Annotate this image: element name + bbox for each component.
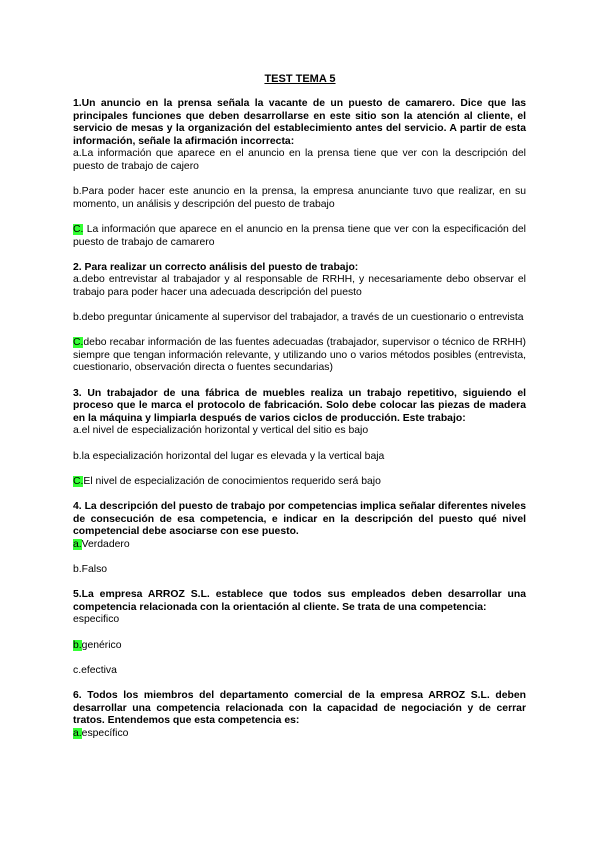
question-text: 6. Todos los miembros del departamento comercial de la empresa ARROZ S.L. deben desarrollar una competencia relacionada con la capacidad de negociación y de cerrar tratos. Entendemos que esta competencia es: [73, 689, 526, 727]
option-letter: a. [73, 148, 82, 160]
option-text: debo preguntar únicamente al supervisor del trabajador, a través de un cuestionario o entrevista [81, 312, 524, 324]
question-3 [73, 388, 526, 501]
correct-answer-highlight: a. [73, 538, 82, 550]
question-1 [73, 98, 526, 262]
option-c-correct [73, 224, 526, 249]
question-2 [73, 262, 526, 388]
option-text: específico [81, 727, 129, 739]
correct-answer-highlight: C. [73, 475, 84, 487]
question-5 [73, 589, 526, 690]
option-text: efectiva [81, 664, 117, 676]
option-b [73, 186, 526, 211]
option-letter: c. [73, 664, 82, 676]
question-text: 5.La empresa ARROZ S.L. establece que todos sus empleados deben desarrollar una competencia relacionada con la orientación al cliente. Se trata de una competencia: [73, 589, 526, 613]
option-text: especifico [73, 614, 120, 626]
question-text: 3. Un trabajador de una fábrica de muebles realiza un trabajo repetitivo, siguiendo el proceso que le marca el protocolo de fabricación. Solo debe colocar las piezas de madera en la máquina y limpiarla después de varios ciclos de producción. Este trabajo: [73, 387, 526, 424]
question-text: 2. Para realizar un correcto análisis del puesto de trabajo: [73, 261, 359, 273]
question-text: 4. La descripción del puesto de trabajo por competencias implica señalar diferentes niveles de consecución de esa competencia, e indicar en la descripción del puesto qué nivel competencial debe asociarse con ese puesto. [73, 501, 526, 538]
option-letter: b. [73, 186, 82, 198]
option-c [73, 665, 526, 678]
question-text: 1.Un anuncio en la prensa señala la vacante de un puesto de camarero. Dice que las principales funciones que deben desarrollarse en este sitio son la atención al cliente, el servicio de mesas y la organización del establecimiento antes del servicio. A partir de esta información, señale la afirmación incorrecta: [73, 98, 526, 147]
option-text: La información que aparece en el anuncio en la prensa tiene que ver con la especificación del puesto de trabajo de camarero [73, 223, 526, 248]
option-text: Para poder hacer este anuncio en la prensa, la empresa anunciante tuvo que realizar, en su momento, un análisis y descripción del puesto de trabajo [73, 186, 526, 210]
option-text: debo entrevistar al trabajador y al responsable de RRHH, y necesariamente debo observar el trabajo para poder hacer una adecuada descripción del puesto [73, 274, 526, 298]
option-b [73, 564, 526, 577]
option-a [73, 148, 526, 173]
option-text: debo recabar información de las fuentes adecuadas (trabajador, supervisor o técnico de RRHH) siempre que tengan información relevante, y utilizando uno o varios métodos posibles (entrevista, cuestionario, observación directa o fuentes secundarias) [73, 337, 526, 374]
document-title: TEST TEMA 5 [264, 73, 336, 85]
option-b-correct [73, 640, 526, 653]
option-c-correct [73, 476, 526, 489]
correct-answer-highlight: C. [73, 337, 84, 349]
option-letter: a. [73, 274, 82, 286]
option-text: Falso [81, 563, 108, 575]
option-a-correct [73, 539, 526, 552]
option-a [73, 274, 526, 299]
option-b [73, 451, 526, 464]
correct-answer-highlight: b. [73, 639, 82, 651]
test-content [73, 98, 526, 740]
option-b [73, 312, 526, 325]
option-c-correct [73, 337, 526, 375]
question-6 [73, 690, 526, 740]
question-4 [73, 501, 526, 589]
option-letter: a. [73, 425, 82, 437]
option-letter: b. [73, 563, 82, 575]
option-text: genérico [81, 639, 122, 651]
option-letter: b. [73, 312, 82, 324]
correct-answer-highlight: a. [73, 727, 82, 739]
option-letter: b. [73, 450, 82, 462]
option-a [73, 614, 526, 627]
option-text: La información que aparece en el anuncio en la prensa tiene que ver con la descripción del puesto de trabajo de cajero [73, 148, 526, 172]
option-text: el nivel de especialización horizontal y vertical del sitio es bajo [81, 425, 369, 437]
option-a-correct [73, 728, 526, 741]
option-a [73, 425, 526, 438]
option-text: El nivel de especialización de conocimientos requerido será bajo [83, 475, 381, 487]
option-text: la especialización horizontal del lugar es elevada y la vertical baja [81, 450, 385, 462]
option-text: Verdadero [81, 538, 130, 550]
correct-answer-highlight: C. [73, 223, 84, 235]
